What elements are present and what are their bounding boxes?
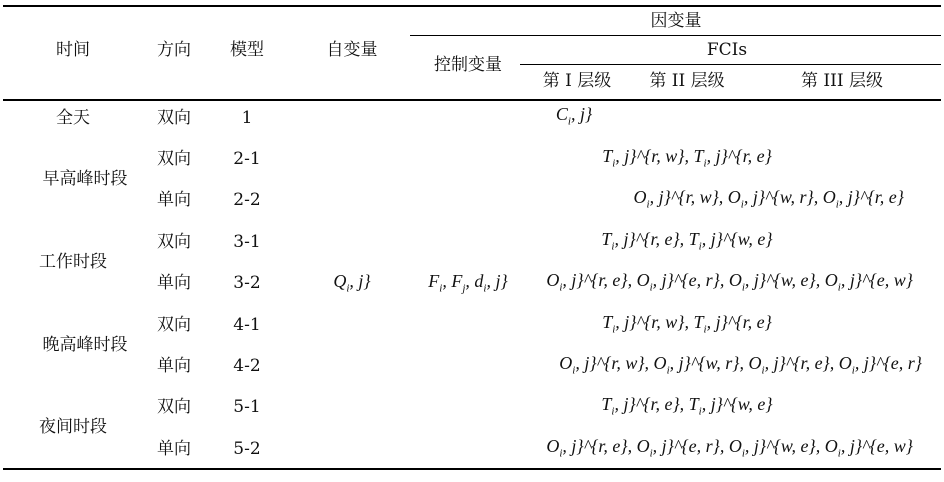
direction-cell: 双向 [157, 315, 191, 335]
level3-formula: $O_i$, j}^{r, e}, $O_i$, j}^{e, r}, $O_i$, j}^{w, e}, $O_i$, j}^{e, w} [546, 436, 913, 460]
header-level3: 第 III 层级 [801, 71, 883, 91]
level3-formula: $O_i$, j}^{r, w}, $O_i$, j}^{w, r}, $O_i$, j}^{r, e} [633, 187, 904, 211]
model-cell: 5-1 [233, 397, 261, 417]
model-cell: 5-2 [233, 439, 261, 459]
direction-cell: 单向 [157, 356, 191, 376]
model-cell: 3-1 [233, 232, 261, 252]
header-time: 时间 [56, 40, 90, 60]
model-cell: 4-2 [233, 356, 261, 376]
period-work: 工作时段 [39, 252, 107, 272]
model-cell: 3-2 [233, 273, 261, 293]
model-cell: 2-1 [233, 149, 261, 169]
level2-formula: $T_i$, j}^{r, e}, $T_i$, j}^{w, e} [601, 394, 773, 418]
control-variables: $F_i$, $F_j$, $d_i$, j} [428, 271, 508, 295]
period-morning-peak: 早高峰时段 [42, 169, 128, 189]
direction-cell: 单向 [157, 190, 191, 210]
direction-cell: 双向 [157, 232, 191, 252]
period-all-day: 全天 [56, 108, 90, 128]
level3-formula: $O_i$, j}^{r, w}, $O_i$, j}^{w, r}, $O_i$, j}^{r, e}, $O_i$, j}^{e, r} [559, 353, 922, 377]
level1-formula: $C_i$, j} [555, 104, 593, 128]
period-evening-peak: 晚高峰时段 [42, 335, 128, 355]
header-direction: 方向 [157, 40, 191, 60]
header-rule [3, 99, 941, 101]
period-night: 夜间时段 [39, 417, 107, 437]
header-level1: 第 I 层级 [542, 71, 612, 91]
independent-variable: $Q_i$, j} [333, 271, 371, 295]
header-fcis: FCIs [706, 40, 748, 60]
header-dependent: 因变量 [650, 11, 702, 31]
fcis-rule [520, 64, 941, 65]
model-cell: 4-1 [233, 315, 261, 335]
model-cell: 2-2 [233, 190, 261, 210]
level3-formula: $O_i$, j}^{r, e}, $O_i$, j}^{e, r}, $O_i$, j}^{w, e}, $O_i$, j}^{e, w} [546, 270, 913, 294]
level2-formula: $T_i$, j}^{r, w}, $T_i$, j}^{r, e} [602, 312, 772, 336]
header-level2: 第 II 层级 [649, 71, 725, 91]
header-control: 控制变量 [434, 55, 502, 75]
direction-cell: 单向 [157, 439, 191, 459]
level2-formula: $T_i$, j}^{r, w}, $T_i$, j}^{r, e} [602, 146, 772, 170]
header-model: 模型 [230, 40, 264, 60]
model-cell: 1 [241, 108, 253, 128]
direction-cell: 单向 [157, 273, 191, 293]
dependent-rule [410, 35, 941, 36]
top-rule [3, 5, 941, 7]
header-independent: 自变量 [326, 40, 378, 60]
level2-formula: $T_i$, j}^{r, e}, $T_i$, j}^{w, e} [601, 229, 773, 253]
bottom-rule [3, 468, 941, 470]
direction-cell: 双向 [157, 108, 191, 128]
direction-cell: 双向 [157, 149, 191, 169]
direction-cell: 双向 [157, 397, 191, 417]
